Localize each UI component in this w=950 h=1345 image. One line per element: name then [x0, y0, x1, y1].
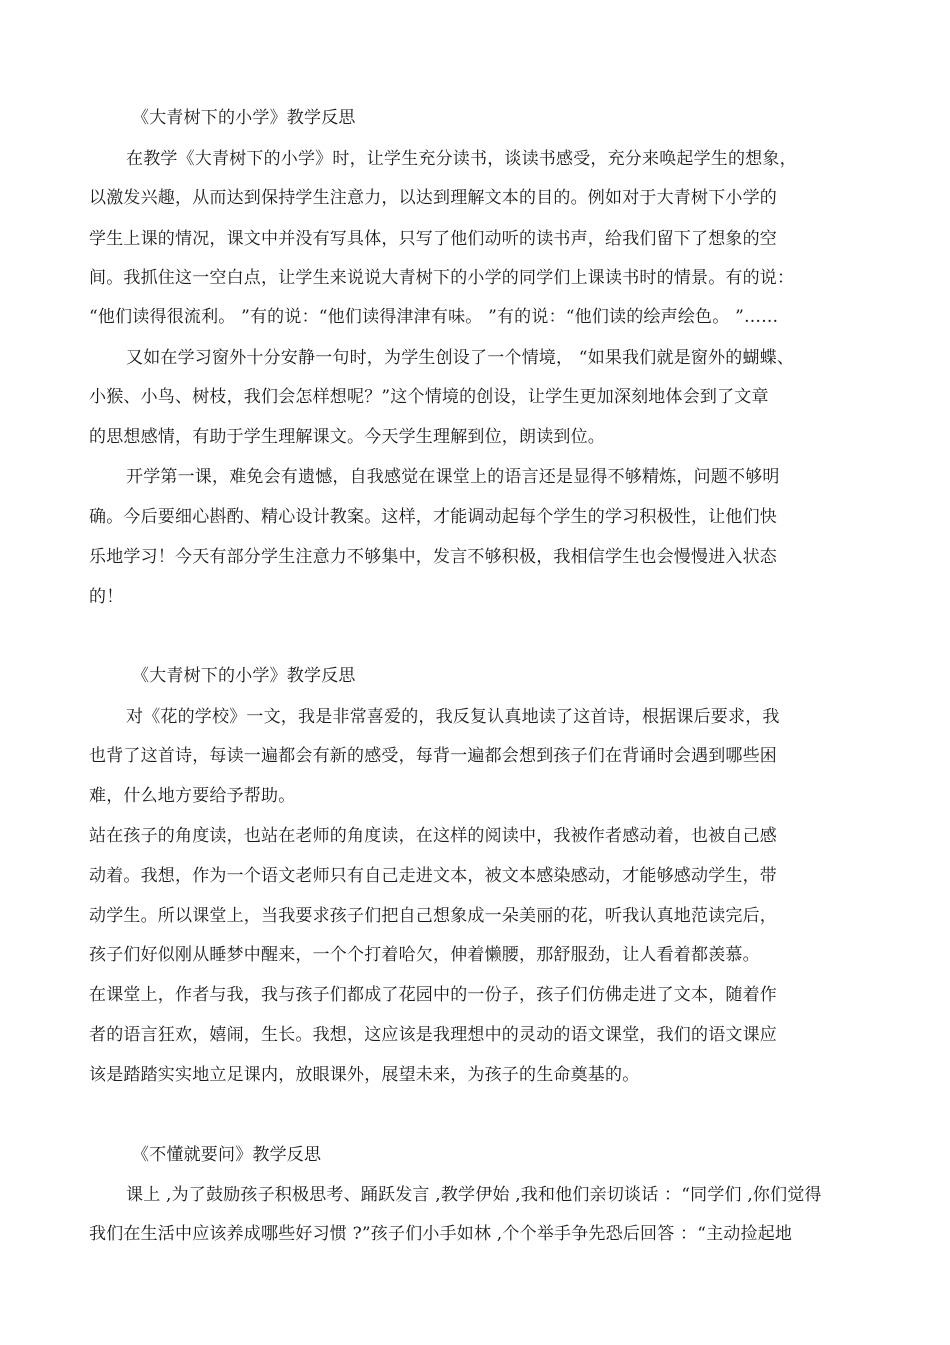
paragraph-line: 小猴、小鸟、树枝，我们会怎样想呢？”这个情境的创设，让学生更加深刻地体会到了文章 [89, 387, 769, 407]
paragraph-line: 动着。我想，作为一个语文老师只有自己走进文本，被文本感染感动，才能够感动学生，带 [89, 866, 777, 886]
paragraph-line: 又如在学习窗外十分安静一句时，为学生创设了一个情境， “如果我们就是窗外的蝴蝶、 [126, 348, 795, 368]
paragraph-line: 者的语言狂欢，嬉闹，生长。我想，这应该是我理想中的灵动的语文课堂，我们的语文课应 [89, 1025, 777, 1045]
paragraph-line: 的思想感情，有助于学生理解课文。今天学生理解到位，朗读到位。 [89, 427, 605, 447]
paragraph-line: 孩子们好似刚从睡梦中醒来，一个个打着哈欠，伸着懒腰，那舒服劲，让人看着都羡慕。 [89, 945, 760, 965]
paragraph-line: 也背了这首诗，每读一遍都会有新的感受，每背一遍都会想到孩子们在背诵时会遇到哪些困 [89, 746, 777, 766]
paragraph-line: “他们读得很流利。 ”有的说：“他们读得津津有味。 ”有的说：“他们读的绘声绘色。 ”…… [89, 307, 779, 327]
section-title: 《不懂就要问》教学反思 [132, 1145, 322, 1165]
paragraph-line: 以激发兴趣，从而达到保持学生注意力，以达到理解文本的目的。例如对于大青树下小学的 [89, 188, 777, 208]
paragraph-line: 动学生。所以课堂上，当我要求孩子们把自己想象成一朵美丽的花，听我认真地范读完后， [89, 906, 777, 926]
paragraph-line: 的！ [89, 587, 124, 607]
paragraph-line: 课上 ,为了鼓励孩子积极思考、踊跃发言 ,教学伊始 ,我和他们亲切谈话 ：“同学们 ,你们觉得 [126, 1185, 822, 1205]
paragraph-line: 对《花的学校》一文，我是非常喜爱的，我反复认真地读了这首诗，根据课后要求，我 [126, 707, 780, 727]
paragraph-line: 乐地学习！今天有部分学生注意力不够集中，发言不够积极，我相信学生也会慢慢进入状态 [89, 547, 777, 567]
paragraph-line: 学生上课的情况，课文中并没有写具体，只写了他们动听的读书声，给我们留下了想象的空 [89, 229, 777, 249]
paragraph-line: 在课堂上，作者与我，我与孩子们都成了花园中的一份子，孩子们仿佛走进了文本，随着作 [89, 985, 777, 1005]
paragraph-line: 间。我抓住这一空白点，让学生来说说大青树下的小学的同学们上课读书时的情景。有的说： [89, 268, 795, 288]
paragraph-line: 难，什么地方要给予帮助。 [89, 786, 296, 806]
paragraph-line: 我们在生活中应该养成哪些好习惯 ?”孩子们小手如林 ,个个举手争先恐后回答 ：“主动捡起地 [89, 1224, 793, 1244]
section-title: 《大青树下的小学》教学反思 [132, 666, 356, 686]
paragraph-line: 在教学《大青树下的小学》时，让学生充分读书，谈读书感受，充分来唤起学生的想象， [126, 149, 797, 169]
paragraph-line: 开学第一课，难免会有遗憾，自我感觉在课堂上的语言还是显得不够精炼，问题不够明 [126, 467, 780, 487]
section-title: 《大青树下的小学》教学反思 [132, 108, 356, 128]
paragraph-line: 该是踏踏实实地立足课内，放眼课外，展望未来，为孩子的生命奠基的。 [89, 1065, 640, 1085]
paragraph-line: 站在孩子的角度读，也站在老师的角度读，在这样的阅读中，我被作者感动着，也被自己感 [89, 826, 777, 846]
paragraph-line: 确。今后要细心斟酌、精心设计教案。这样，才能调动起每个学生的学习积极性，让他们快 [89, 507, 777, 527]
